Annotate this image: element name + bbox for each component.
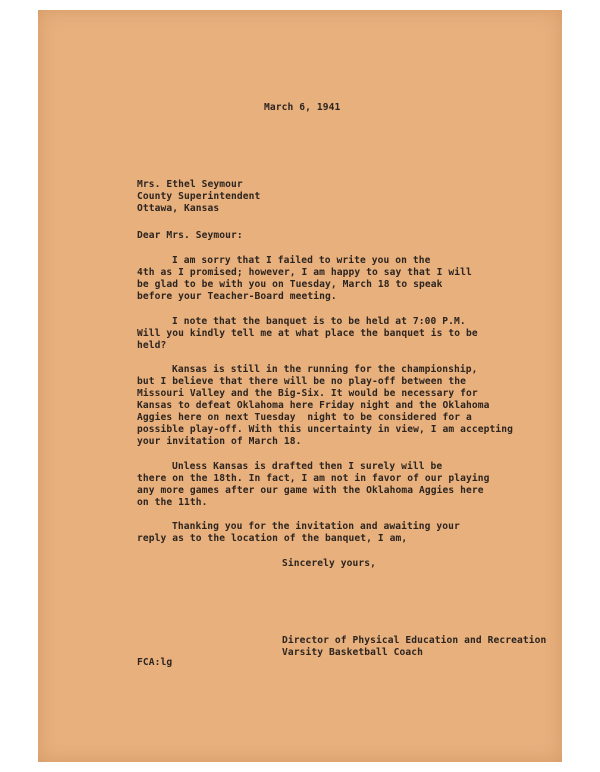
paragraph-3-line-1: Kansas is still in the running for the championship, [172, 364, 478, 375]
paragraph-3-line-3: Missouri Valley and the Big-Six. It would be necessary for [137, 388, 478, 399]
paragraph-4-line-2: there on the 18th. In fact, I am not in favor of our playing [137, 473, 490, 484]
paragraph-2-line-1: I note that the banquet is to be held at 7:00 P.M. [172, 316, 466, 327]
paragraph-3-line-7: your invitation of March 18. [137, 436, 302, 447]
paragraph-4-line-4: on the 11th. [137, 497, 208, 508]
paragraph-1-line-1: I am sorry that I failed to write you on the [172, 255, 431, 266]
recipient-name: Mrs. Ethel Seymour [137, 179, 243, 190]
signature-title-line-2: Varsity Basketball Coach [282, 647, 424, 658]
typist-initials: FCA:lg [137, 657, 173, 668]
paragraph-5-line-1: Thanking you for the invitation and awaiting your [172, 521, 460, 532]
paragraph-4-line-3: any more games after our game with the Oklahoma Aggies here [137, 485, 484, 496]
paragraph-4-line-1: Unless Kansas is drafted then I surely will be [172, 461, 443, 472]
paragraph-2-line-3: held? [137, 340, 167, 351]
salutation: Dear Mrs. Seymour: [137, 230, 243, 241]
paragraph-1-line-2: 4th as I promised; however, I am happy to say that I will [137, 267, 472, 278]
paragraph-3-line-2: but I believe that there will be no play-off between the [137, 376, 467, 387]
paragraph-1-line-4: before your Teacher-Board meeting. [137, 291, 337, 302]
recipient-title: County Superintendent [137, 191, 261, 202]
closing: Sincerely yours, [282, 558, 377, 569]
paragraph-3-line-5: Aggies here on next Tuesday night to be considered for a [137, 412, 472, 423]
letter-page [38, 10, 562, 762]
paragraph-3-line-6: possible play-off. With this uncertainty in view, I am accepting [137, 424, 514, 435]
paragraph-1-line-3: be glad to be with you on Tuesday, March 18 to speak [137, 279, 443, 290]
paragraph-2-line-2: Will you kindly tell me at what place the banquet is to be [137, 328, 478, 339]
signature-title-line-1: Director of Physical Education and Recreation [282, 635, 547, 646]
letter-date: March 6, 1941 [264, 102, 341, 113]
paragraph-5-line-2: reply as to the location of the banquet, I am, [137, 533, 408, 544]
paragraph-3-line-4: Kansas to defeat Oklahoma here Friday night and the Oklahoma [137, 400, 490, 411]
recipient-location: Ottawa, Kansas [137, 203, 220, 214]
